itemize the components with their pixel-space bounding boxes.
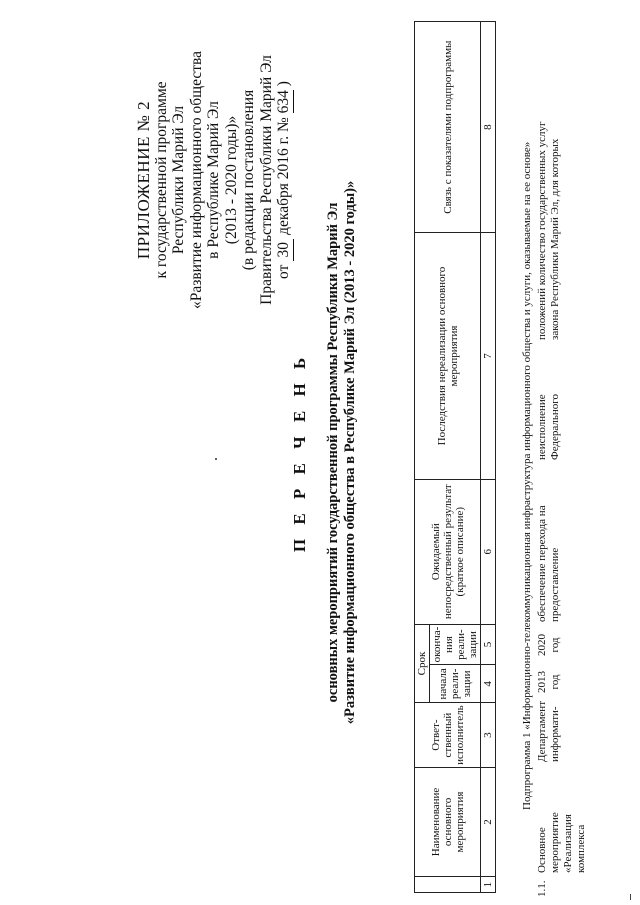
- date-rest: декабря 2016 г. №: [275, 117, 292, 235]
- row-result-line: предоставление: [549, 547, 561, 622]
- row-start: [536, 671, 562, 693]
- subprogram-heading: Подпрограмма 1 «Информационно-телекоммуникационная инфраструктура информационного общества и услуги, оказываемые на ее основе»: [521, 141, 533, 810]
- measures-table: [414, 21, 496, 893]
- header-cell-start: начала реали-зации: [430, 665, 481, 703]
- col-number: 5: [481, 624, 496, 665]
- row-consequence-line: Федерального: [549, 393, 561, 460]
- row-consequence-line: неисполнение: [536, 394, 548, 460]
- row-executor: [536, 701, 562, 762]
- row-link-line: закона Республики Марий Эл, для которых: [549, 138, 561, 340]
- header-cell-num: [415, 877, 481, 893]
- row-name-line: «Реализация комплекса: [562, 814, 587, 873]
- appendix-line: в Республике Марий Эл: [205, 101, 222, 259]
- appendix-line: (в редакции постановления: [240, 89, 257, 271]
- header-cell-executor: Ответ-ственный исполнитель: [415, 703, 481, 767]
- page-subtitle: основных мероприятий государственной программы Республики Марий Эл: [325, 202, 341, 703]
- row-result: [536, 505, 562, 622]
- date-close: ): [275, 81, 292, 87]
- col-number: 4: [481, 665, 496, 703]
- row-executor-line: Департамент: [536, 700, 548, 762]
- col-number: 2: [481, 767, 496, 876]
- header-cell-result: Ожидаемый непосредственный результат (краткое описание): [415, 479, 481, 624]
- date-number: 634: [275, 90, 292, 114]
- appendix-line: к государственной программе: [152, 81, 170, 279]
- row-result-line: обеспечение перехода на: [536, 505, 548, 622]
- header-cell-name: Наименование основного мероприятия: [415, 767, 481, 876]
- header-cell-end: оконча-ния реали-зации: [430, 624, 481, 665]
- appendix-line: «Развитие информационного общества: [187, 50, 205, 310]
- row-number-text: 1.1.: [536, 880, 548, 897]
- row-end-line: год: [549, 637, 561, 653]
- page-title: П Е Р Е Ч Е Н Ь: [290, 352, 309, 553]
- col-number: 6: [481, 479, 496, 624]
- header-cell-consequence: Последствия нереализации основного мероприятия: [415, 233, 481, 479]
- speck: [215, 458, 217, 460]
- header-cell-link: Связь с показателями подпрограммы: [415, 22, 481, 233]
- date-day: 30: [275, 239, 294, 261]
- row-start-line: год: [549, 674, 561, 690]
- row-link: [536, 121, 562, 340]
- edge-mark: [630, 894, 631, 900]
- col-number: 3: [481, 703, 496, 767]
- appendix-header: [135, 50, 294, 310]
- col-number: 8: [481, 22, 496, 233]
- date-prefix: от: [275, 264, 292, 279]
- row-executor-line: информати-: [549, 706, 561, 762]
- header-cell-term: Срок: [415, 624, 430, 703]
- page-subtitle-program: «Развитие информационного общества в Республике Марий Эл (2013 - 2020 годы)»: [342, 180, 358, 725]
- appendix-line: Республики Марий Эл: [170, 105, 187, 255]
- row-number: [536, 881, 549, 898]
- col-number: 7: [481, 233, 496, 479]
- row-end-line: 2020: [536, 634, 548, 656]
- row-name: [536, 765, 588, 873]
- col-number: 1: [481, 877, 496, 893]
- row-name-line: Основное мероприятие: [536, 812, 561, 873]
- row-link-line: положений количество государственных услуг: [536, 121, 548, 340]
- row-start-line: 2013: [536, 671, 548, 693]
- appendix-title: ПРИЛОЖЕНИЕ № 2: [134, 100, 153, 260]
- row-consequence: [536, 394, 562, 460]
- row-end: [536, 634, 562, 656]
- appendix-line: Правительства Республики Марий Эл: [257, 55, 275, 305]
- appendix-line: (2013 - 2020 годы)»: [222, 115, 240, 245]
